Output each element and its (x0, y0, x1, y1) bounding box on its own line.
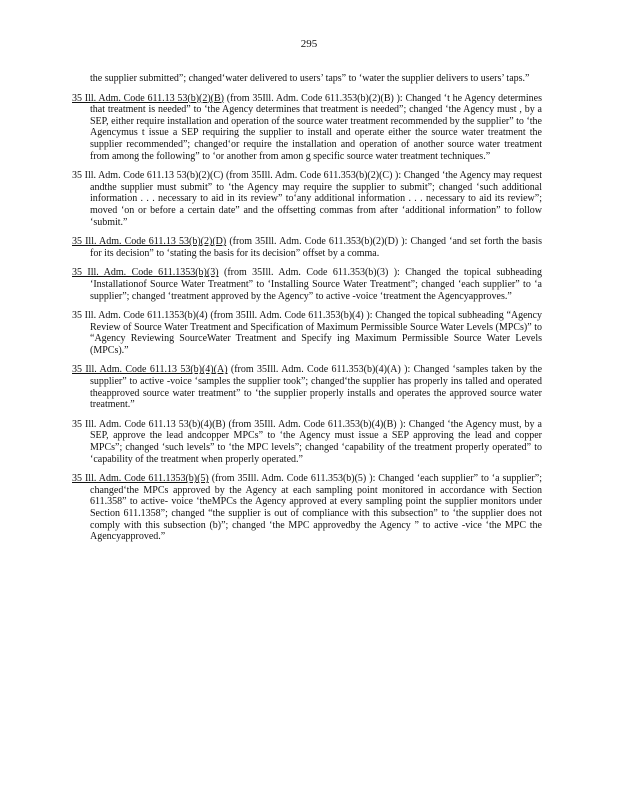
amendment-entry (72, 473, 542, 543)
amendment-paragraph (72, 93, 542, 163)
amendment-text: (from 35Ill. Adm. Code 611.353(b)(3) ): Changed the topical subheading ‘Installationof Source Water Treatment” to ‘Installing Source Water Treatment”; changed ‘each supplier” to ‘a supplier”; changed ‘treatment approved by the Agency” to active -voice ‘treatment the Agencyapproves.” (90, 267, 543, 302)
amendment-entry (72, 93, 542, 163)
amendment-paragraph (72, 310, 542, 356)
section-citation: 35 Ill. Adm. Code 611.13 53(b)(4)(A) (72, 364, 228, 376)
section-citation: 35 Ill. Adm. Code 611.1353(b)(5) (72, 473, 209, 485)
amendment-paragraph (72, 267, 542, 302)
amendment-text: (from 35Ill. Adm. Code 611.353(b)(2)(B) ): Changed ‘t he Agency determines that treatment is needed” to ‘the Agency determines that treatment is needed”; changed ‘the Agency must , by a SEP, either require installation and operation of the source water treatment recommended by the supplier” to ‘the Agencymus t issue a SEP requiring the supplier to install and operate either the source water treatment the supplier recommended”; changed‘or require the installation and operation of another source water treatment from among the following” to ‘or another from amon g specific source water treatment techniques.” (90, 92, 542, 162)
amendment-text: (from 35Ill. Adm. Code 611.353(b)(4)(A) ): Changed ‘samples taken by the supplier” to active -voice ‘samples the supplier took”; changed‘the supplier has properly ins talled and operated theapproved source water treatment” to ‘the supplier properly installs and operates the approved source water treatment.” (90, 364, 543, 411)
section-citation: 35 Ill. Adm. Code 611.13 53(b)(2)(D) (72, 236, 227, 248)
section-citation: 35 Ill. Adm. Code 611.1353(b)(3) (72, 267, 219, 279)
amendment-entry (72, 310, 542, 356)
amendment-paragraph (72, 473, 542, 543)
amendment-entry (72, 236, 542, 259)
amendment-entry (72, 170, 542, 228)
section-citation: 35 Ill. Adm. Code 611.13 53(b)(2)(B) (72, 92, 225, 104)
amendment-entry (72, 419, 542, 465)
amendment-entry (72, 364, 542, 410)
amendment-text: (from 35Ill. Adm. Code 611.353(b)(2)(C) ): Changed ‘the Agency may request andthe supplier must submit” to ‘the Agency may require the supplier to submit”; changed ‘such additional information . . . necessary to aid in its review” to‘any additional information . . . necessary to aid its review”; moved ‘on or before a certain date” and the offsetting commas from after ‘additional information” to follow ‘submit.” (90, 170, 542, 228)
amendment-paragraph (72, 364, 542, 410)
amendment-paragraph (72, 419, 542, 465)
amendment-text: (from 35Ill. Adm. Code 611.353(b)(4)(B) ): Changed ‘the Agency must, by a SEP, approve the lead andcopper MPCs” to ‘the Agency must issue a SEP approving the lead and copper MPCs”; changed ‘such levels” to ‘the MPC levels”; changed ‘capability of the treatment properly operated” to ‘capability of the treatment when properly operated.” (90, 418, 543, 465)
amendment-text: (from 35Ill. Adm. Code 611.353(b)(4) ): Changed the topical subheading “Agency Review of Source Water Treatment and Specification of Maximum Permissible Source Water Levels (MPCs)” to “Agency Reviewing SourceWater Treatment and Specify ing Maximum Permissible Source Water Levels (MPCs).” (90, 310, 542, 356)
section-citation: 35 Ill. Adm. Code 611.13 53(b)(2)(C) (72, 170, 224, 182)
amendment-paragraph (72, 236, 542, 259)
page-number: 295 (300, 38, 318, 50)
amendment-text: (from 35Ill. Adm. Code 611.353(b)(5) ): Changed ‘each supplier” to ‘a supplier”; changed‘the MPCs approved by the Agency at each sampling point monitored in accordance with Section 611.358” to active- voice ‘theMPCs the Agency approved at every sampling point the supplier monitors under Section 611.1358”; changed “the supplier is out of compliance with this subsection” to ‘the supplier does not comply with this subsection (b)”; changed ‘the MPC approvedby the Agency ” to active -vice ‘the MPC the Agencyapproved.” (90, 473, 542, 543)
amendment-entry (72, 267, 542, 302)
document-body (72, 73, 542, 551)
amendment-paragraph (72, 170, 542, 228)
continued-paragraph: the supplier submitted”; changed‘water delivered to users’ taps” to ‘water the supplier delivers to users’ taps.” (90, 73, 530, 84)
section-citation: 35 Ill. Adm. Code 611.1353(b)(4) (72, 310, 208, 322)
section-citation: 35 Ill. Adm. Code 611.13 53(b)(4)(B) (72, 418, 226, 430)
amendment-text: (from 35Ill. Adm. Code 611.353(b)(2)(D) ): Changed ‘and set forth the basis for its decision” to ‘stating the basis for its decision” offset by a comma. (90, 236, 543, 259)
